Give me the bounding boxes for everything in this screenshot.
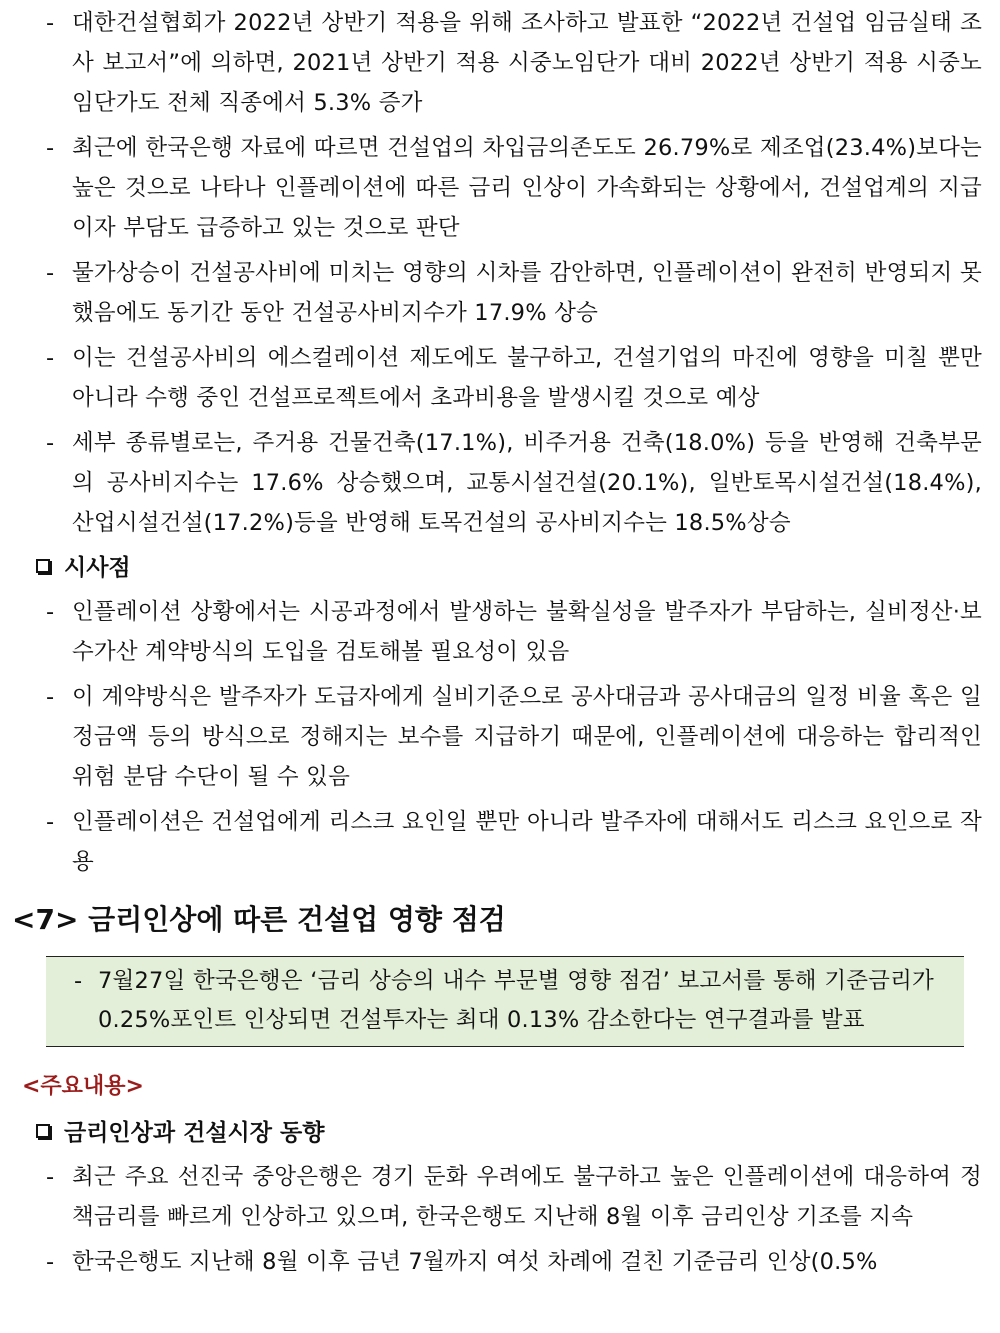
dash-marker: - bbox=[46, 809, 55, 835]
list-item: - 대한건설협회가 2022년 상반기 적용을 위해 조사하고 발표한 “2022년 건설업 임금실태 조사 보고서”에 의하면, 2021년 상반기 적용 시중노임단가 대비 2022년 상반기 적용 시중노임단가도 전체 직종에서 5.3% 증가 bbox=[0, 3, 1000, 123]
dash-marker: - bbox=[46, 430, 55, 456]
subsection-list bbox=[0, 1157, 1000, 1282]
list-item: - 인플레이션 상황에서는 시공과정에서 발생하는 불확실성을 발주자가 부담하는, 실비정산·보수가산 계약방식의 도입을 검토해볼 필요성이 있음 bbox=[0, 592, 1000, 672]
dash-marker: - bbox=[46, 345, 55, 371]
list-item: - 최근 주요 선진국 중앙은행은 경기 둔화 우려에도 불구하고 높은 인플레이션에 대응하여 정책금리를 빠르게 인상하고 있으며, 한국은행도 지난해 8월 이후 금리인상 기조를 지속 bbox=[0, 1157, 1000, 1237]
list-item: - 한국은행도 지난해 8월 이후 금년 7월까지 여섯 차례에 걸친 기준금리 인상(0.5% bbox=[0, 1242, 1000, 1282]
list-item: - 이 계약방식은 발주자가 도급자에게 실비기준으로 공사대금과 공사대금의 일정 비율 혹은 일정금액 등의 방식으로 정해지는 보수를 지급하기 때문에, 인플레이션에 대응하는 합리적인 위험 분담 수단이 될 수 있음 bbox=[0, 677, 1000, 797]
implications-heading: 시사점 bbox=[0, 548, 1000, 588]
dash-marker: - bbox=[46, 135, 55, 161]
dash-marker: - bbox=[74, 968, 83, 994]
top-bullet-list bbox=[0, 3, 1000, 543]
dash-marker: - bbox=[46, 684, 55, 710]
summary-text: - 7월27일 한국은행은 ‘금리 상승의 내수 부문별 영향 점검’ 보고서를 통해 기준금리가 0.25%포인트 인상되면 건설투자는 최대 0.13% 감소한다는 연구결과를 발표 bbox=[46, 962, 964, 1040]
dash-marker: - bbox=[46, 10, 55, 36]
section-title: <7> 금리인상에 따른 건설업 영향 점검 bbox=[12, 903, 506, 936]
main-content-label: <주요내용> bbox=[22, 1074, 144, 1099]
dash-marker: - bbox=[46, 1249, 55, 1275]
implications-list bbox=[0, 592, 1000, 882]
subsection-heading: 금리인상과 건설시장 동향 bbox=[0, 1113, 1000, 1153]
list-item: - 세부 종류별로는, 주거용 건물건축(17.1%), 비주거용 건축(18.0%) 등을 반영해 건축부문의 공사비지수는 17.6% 상승했으며, 교통시설건설(20.1%), 일반토목시설건설(18.4%), 산업시설건설(17.2%)등을 반영해 토목건설의 공사비지수는 18.5%상승 bbox=[0, 423, 1000, 543]
list-item: - 이는 건설공사비의 에스컬레이션 제도에도 불구하고, 건설기업의 마진에 영향을 미칠 뿐만 아니라 수행 중인 건설프로젝트에서 초과비용을 발생시킬 것으로 예상 bbox=[0, 338, 1000, 418]
checkbox-square-icon bbox=[36, 559, 50, 573]
list-item: - 최근에 한국은행 자료에 따르면 건설업의 차입금의존도도 26.79%로 제조업(23.4%)보다는 높은 것으로 나타나 인플레이션에 따른 금리 인상이 가속화되는 상황에서, 건설업계의 지급 이자 부담도 급증하고 있는 것으로 판단 bbox=[0, 128, 1000, 248]
list-item: - 물가상승이 건설공사비에 미치는 영향의 시차를 감안하면, 인플레이션이 완전히 반영되지 못했음에도 동기간 동안 건설공사비지수가 17.9% 상승 bbox=[0, 253, 1000, 333]
dash-marker: - bbox=[46, 260, 55, 286]
checkbox-square-icon bbox=[36, 1124, 50, 1138]
dash-marker: - bbox=[46, 599, 55, 625]
summary-box bbox=[46, 956, 964, 1047]
dash-marker: - bbox=[46, 1164, 55, 1190]
list-item: - 인플레이션은 건설업에게 리스크 요인일 뿐만 아니라 발주자에 대해서도 리스크 요인으로 작용 bbox=[0, 802, 1000, 882]
